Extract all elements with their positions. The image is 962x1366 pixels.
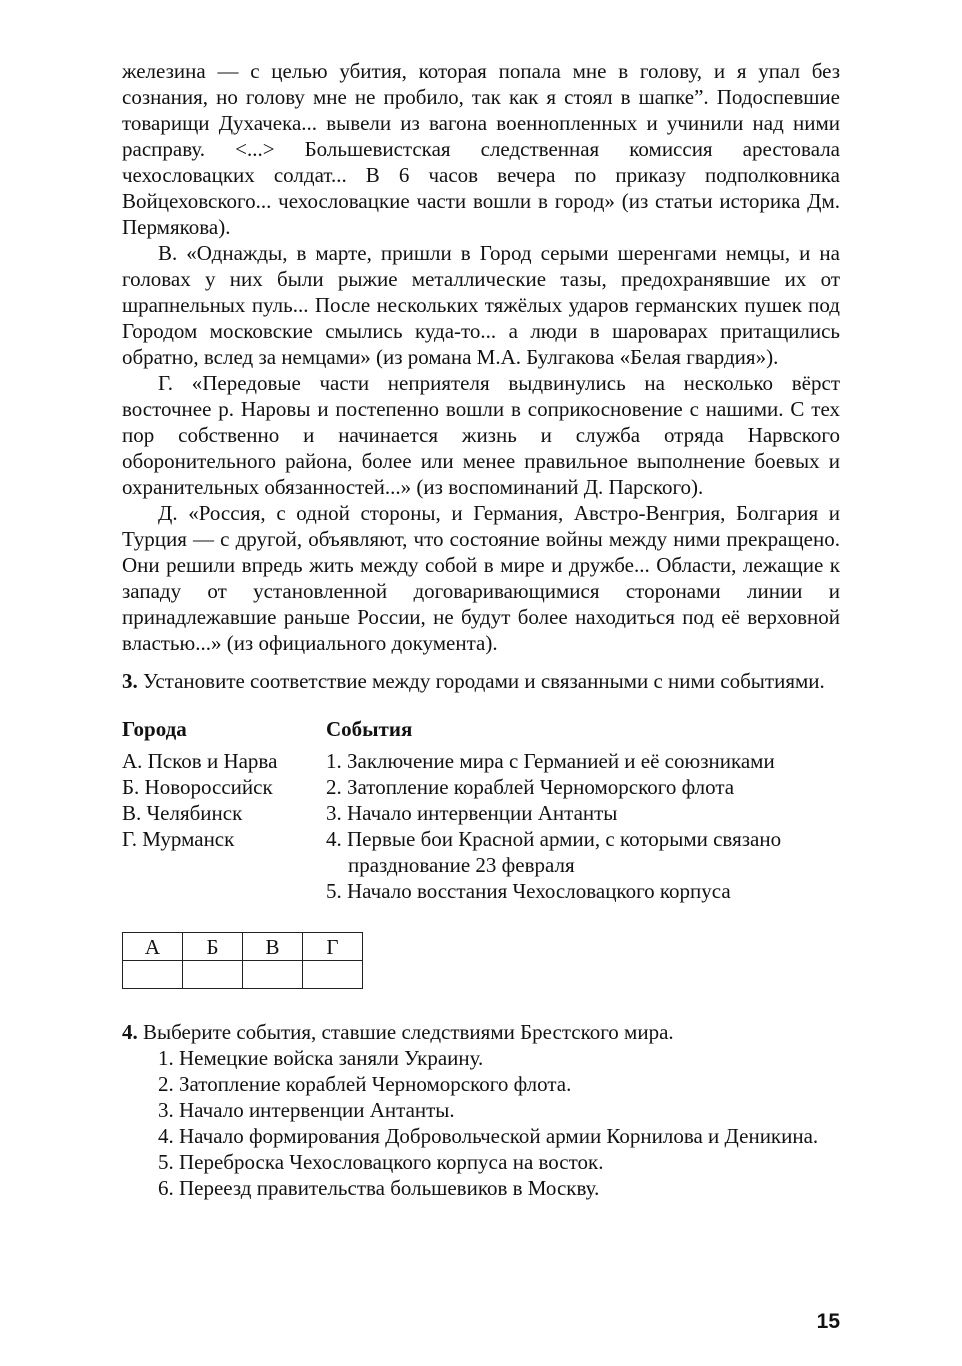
task-3-prompt bbox=[122, 668, 840, 694]
answer-input-cell[interactable] bbox=[303, 961, 363, 989]
answer-header-cell: Б bbox=[183, 933, 243, 961]
task-3-number: 3. bbox=[122, 669, 138, 693]
task-4-prompt bbox=[122, 1019, 840, 1045]
task-4-text: Выберите события, ставшие следствиями Брестского мира. bbox=[137, 1020, 674, 1044]
answer-table bbox=[122, 932, 363, 989]
matching-columns bbox=[122, 716, 840, 922]
event-item: 3. Начало интервенции Антанты bbox=[326, 801, 618, 825]
task-4-item: 3. Начало интервенции Антанты. bbox=[158, 1098, 455, 1122]
city-item: В. Челябинск bbox=[122, 801, 243, 825]
answer-table-header-row bbox=[123, 933, 363, 961]
event-item: 5. Начало восстания Чехословацкого корпуса bbox=[326, 879, 731, 903]
event-item: 2. Затопление кораблей Черноморского флота bbox=[326, 775, 735, 799]
answer-header-cell: А bbox=[123, 933, 183, 961]
paragraph-d: Д. «Россия, с одной стороны, и Германия, Австро-Венгрия, Болгария и Турция — с другой, объявляют, что состояние войны между ними прекращено. Они решили впредь жить между собой в мире и дружбе... Области, лежащие к западу от установленной договаривающимися сторонами линии и принадлежавшие раньше России, не будут более находиться под её верховной властью...» (из официального документа). bbox=[122, 501, 840, 655]
city-item: Г. Мурманск bbox=[122, 827, 235, 851]
task-4-item: 6. Переезд правительства большевиков в Москву. bbox=[158, 1176, 600, 1200]
task-4-item: 1. Немецкие войска заняли Украину. bbox=[158, 1046, 484, 1070]
answer-input-cell[interactable] bbox=[183, 961, 243, 989]
events-column bbox=[326, 716, 840, 904]
cities-header: Города bbox=[122, 717, 187, 741]
paragraph-g: Г. «Передовые части неприятеля выдвинулись на несколько вёрст восточнее р. Наровы и постепенно вошли в соприкосновение с нашими. С тех пор собственно и начинается жизнь и служба отряда Нарвского оборонительного района, более или менее правильное выполнение боевых и охранительных обязанностей...» (из воспоминаний Д. Парского). bbox=[122, 371, 840, 499]
events-header: События bbox=[326, 717, 413, 741]
answer-header-cell: Г bbox=[303, 933, 363, 961]
page-content bbox=[122, 58, 840, 1201]
cities-column bbox=[122, 716, 322, 852]
city-item: А. Псков и Нарва bbox=[122, 749, 278, 773]
event-item: 1. Заключение мира с Германией и её союзниками bbox=[326, 749, 775, 773]
answer-table-input-row bbox=[123, 961, 363, 989]
page-number: 15 bbox=[816, 1310, 840, 1333]
paragraph-b-continued: железина — с целью убития, которая попала мне в голову, и я упал без сознания, но голову мне не пробило, так как я стоял в шапке”. Подоспевшие товарищи Духачека... вывели из вагона военнопленных и учинили над ними расправу. <...> Большевистская следственная комиссия арестовала чехословацких солдат... В 6 часов вечера по приказу подполковника Войцеховского... чехословацкие части вошли в город» (из статьи историка Дм. Пермякова). bbox=[122, 59, 840, 239]
answer-header-cell: В bbox=[243, 933, 303, 961]
task-4-item: 4. Начало формирования Добровольческой армии Корнилова и Деникина. bbox=[158, 1124, 819, 1148]
answer-input-cell[interactable] bbox=[123, 961, 183, 989]
answer-input-cell[interactable] bbox=[243, 961, 303, 989]
event-item: 4. Первые бои Красной армии, с которыми связано празднование 23 февраля bbox=[326, 827, 782, 877]
task-4-item: 2. Затопление кораблей Черноморского флота. bbox=[158, 1072, 572, 1096]
city-item: Б. Новороссийск bbox=[122, 775, 273, 799]
task-3-text: Установите соответствие между городами и связанными с ними событиями. bbox=[137, 669, 825, 693]
task-4-item: 5. Переброска Чехословацкого корпуса на восток. bbox=[158, 1150, 604, 1174]
task-4-number: 4. bbox=[122, 1020, 138, 1044]
paragraph-v: В. «Однажды, в марте, пришли в Город серыми шеренгами немцы, и на головах у них были рыжие металлические тазы, предохранявшие их от шрапнельных пуль... После нескольких тяжёлых ударов германских пушек под Городом московские смылись куда-то... а люди в шароварах притащились обратно, вслед за немцами» (из романа М.А. Булгакова «Белая гвардия»). bbox=[122, 241, 840, 369]
